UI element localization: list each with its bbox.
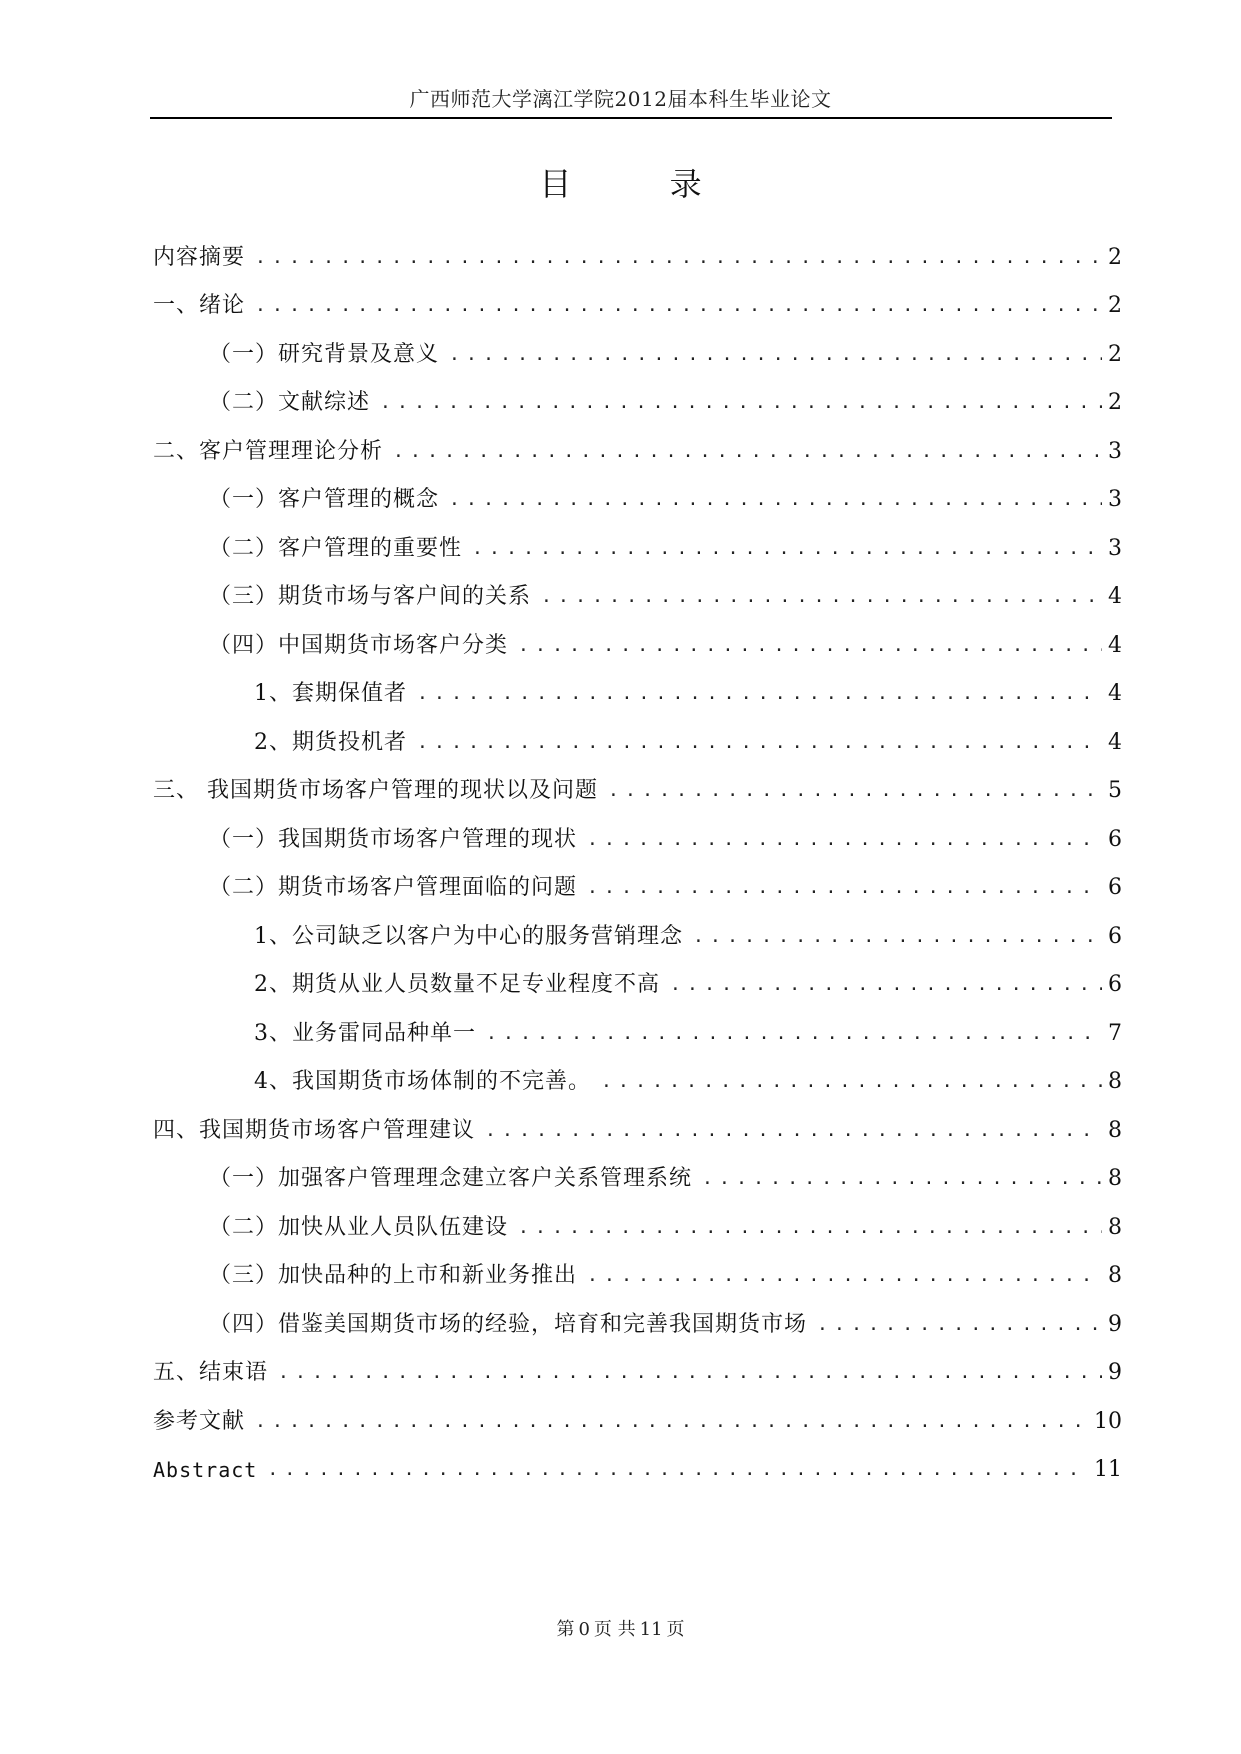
toc-entry[interactable] — [153, 273, 1122, 322]
toc-entry-page: 6 — [1108, 923, 1122, 949]
toc-entry-label: （二）文献综述 — [209, 390, 371, 415]
toc-entry[interactable] — [153, 806, 1122, 855]
toc-entry-label: 4、我国期货市场体制的不完善。 — [254, 1069, 591, 1094]
dot-leader — [601, 1067, 1102, 1097]
dot-leader — [255, 243, 1102, 273]
toc-entry-page: 3 — [1108, 438, 1122, 464]
toc-entry-page: 8 — [1108, 1166, 1122, 1191]
toc-title: 目 录 — [539, 165, 746, 203]
toc-entry-label: 二、客户管理理论分析 — [153, 438, 384, 464]
toc-entry-label: 参考文献 — [153, 1408, 246, 1434]
page-footer — [0, 1618, 1241, 1642]
toc-entry[interactable] — [153, 1194, 1122, 1243]
toc-entry-label: （四）借鉴美国期货市场的经验，培育和完善我国期货市场 — [209, 1311, 808, 1337]
toc-entry-label: 2、期货从业人员数量不足专业程度不高 — [254, 972, 660, 997]
toc-entry[interactable] — [153, 1340, 1122, 1389]
dot-leader — [693, 922, 1102, 952]
toc-entry[interactable] — [153, 612, 1122, 661]
footer-prefix: 第 — [556, 1619, 575, 1640]
dot-leader — [587, 1261, 1102, 1291]
toc-entry-page: 4 — [1108, 584, 1122, 609]
toc-entry-page: 4 — [1108, 681, 1122, 706]
toc-entry[interactable] — [153, 1049, 1122, 1098]
dot-leader — [267, 1455, 1088, 1485]
toc-entry[interactable] — [153, 564, 1122, 613]
dot-leader — [278, 1358, 1102, 1388]
toc-entry-label: （三）加快品种的上市和新业务推出 — [209, 1263, 578, 1288]
dot-leader — [518, 1213, 1102, 1243]
running-header: 广西师范大学漓江学院2012届本科生毕业论文 — [409, 87, 832, 111]
toc-entry-label: （一）我国期货市场客户管理的现状 — [209, 826, 578, 852]
toc-entry[interactable] — [153, 418, 1122, 467]
toc-entry-page: 3 — [1108, 535, 1122, 561]
header-divider — [150, 117, 1112, 119]
toc-entry-label: 五、结束语 — [153, 1360, 269, 1385]
dot-leader — [587, 873, 1102, 903]
dot-leader — [518, 631, 1102, 661]
toc-entry-page: 11 — [1094, 1457, 1122, 1482]
dot-leader — [380, 388, 1102, 418]
toc-entry-page: 8 — [1108, 1214, 1122, 1240]
toc-entry[interactable] — [153, 370, 1122, 419]
toc-entry[interactable] — [153, 952, 1122, 1001]
toc-entry-page: 7 — [1108, 1020, 1122, 1046]
toc-entry-page: 6 — [1108, 826, 1122, 852]
toc-entry-label: （二）客户管理的重要性 — [209, 535, 463, 561]
dot-leader — [670, 970, 1102, 1000]
toc-entry-page: 2 — [1108, 293, 1122, 318]
toc-entry-label: （一）客户管理的概念 — [209, 487, 440, 512]
dot-leader — [417, 728, 1102, 758]
dot-leader — [255, 1407, 1088, 1437]
toc-entry[interactable] — [153, 758, 1122, 807]
footer-suffix: 页 — [666, 1619, 685, 1640]
toc-entry-page: 6 — [1108, 972, 1122, 997]
dot-leader — [255, 291, 1102, 321]
toc-entry-page: 2 — [1108, 390, 1122, 415]
table-of-contents — [153, 224, 1122, 1485]
toc-entry-page: 2 — [1108, 341, 1122, 367]
footer-total-pages: 11 — [639, 1619, 663, 1640]
dot-leader — [486, 1019, 1102, 1049]
dot-leader — [485, 1116, 1102, 1146]
toc-entry-label: 3、业务雷同品种单一 — [254, 1020, 476, 1046]
dot-leader — [541, 582, 1102, 612]
toc-entry-page: 8 — [1108, 1117, 1122, 1143]
toc-entry-page: 8 — [1108, 1263, 1122, 1288]
toc-entry-label: 内容摘要 — [153, 244, 246, 270]
dot-leader — [449, 485, 1102, 515]
toc-entry[interactable] — [153, 1437, 1122, 1486]
toc-entry[interactable] — [153, 321, 1122, 370]
toc-entry[interactable] — [153, 709, 1122, 758]
dot-leader — [817, 1310, 1102, 1340]
toc-entry[interactable] — [153, 1097, 1122, 1146]
toc-entry-page: 3 — [1108, 487, 1122, 512]
toc-entry[interactable] — [153, 467, 1122, 516]
toc-entry-label: 三、 我国期货市场客户管理的现状以及问题 — [153, 778, 598, 803]
dot-leader — [608, 776, 1102, 806]
toc-entry[interactable] — [153, 1388, 1122, 1437]
toc-entry-page: 9 — [1108, 1360, 1122, 1385]
dot-leader — [472, 534, 1102, 564]
toc-entry-label: Abstract — [153, 1458, 258, 1482]
toc-entry[interactable] — [153, 224, 1122, 273]
toc-entry-label: 1、公司缺乏以客户为中心的服务营销理念 — [254, 923, 683, 949]
toc-entry-label: 一、绪论 — [153, 293, 246, 318]
toc-entry[interactable] — [153, 903, 1122, 952]
toc-entry-label: （一）研究背景及意义 — [209, 341, 440, 367]
dot-leader — [393, 437, 1102, 467]
toc-entry-page: 8 — [1108, 1069, 1122, 1094]
toc-entry-page: 5 — [1108, 778, 1122, 803]
toc-entry-label: （一）加强客户管理理念建立客户关系管理系统 — [209, 1166, 693, 1191]
toc-entry[interactable] — [153, 661, 1122, 710]
toc-entry-label: （二）加快从业人员队伍建设 — [209, 1214, 509, 1240]
footer-current-page: 0 — [578, 1619, 590, 1640]
toc-entry-label: 四、我国期货市场客户管理建议 — [153, 1117, 476, 1143]
toc-entry-page: 6 — [1108, 875, 1122, 900]
dot-leader — [702, 1164, 1102, 1194]
dot-leader — [587, 825, 1102, 855]
toc-entry-label: （四）中国期货市场客户分类 — [209, 632, 509, 658]
toc-entry-label: （三）期货市场与客户间的关系 — [209, 584, 532, 609]
toc-entry[interactable] — [153, 515, 1122, 564]
toc-entry-page: 9 — [1108, 1311, 1122, 1337]
toc-entry[interactable] — [153, 1000, 1122, 1049]
toc-entry-page: 2 — [1108, 244, 1122, 270]
toc-entry[interactable] — [153, 1243, 1122, 1292]
footer-middle: 页 共 — [593, 1619, 636, 1640]
toc-entry-label: （二）期货市场客户管理面临的问题 — [209, 875, 578, 900]
dot-leader — [449, 340, 1102, 370]
toc-entry-page: 10 — [1094, 1408, 1122, 1434]
toc-entry-page: 4 — [1108, 632, 1122, 658]
dot-leader — [417, 679, 1102, 709]
toc-entry[interactable] — [153, 1291, 1122, 1340]
toc-entry[interactable] — [153, 855, 1122, 904]
toc-entry[interactable] — [153, 1146, 1122, 1195]
toc-entry-label: 1、套期保值者 — [254, 681, 407, 706]
toc-entry-page: 4 — [1108, 729, 1122, 755]
toc-entry-label: 2、期货投机者 — [254, 729, 407, 755]
